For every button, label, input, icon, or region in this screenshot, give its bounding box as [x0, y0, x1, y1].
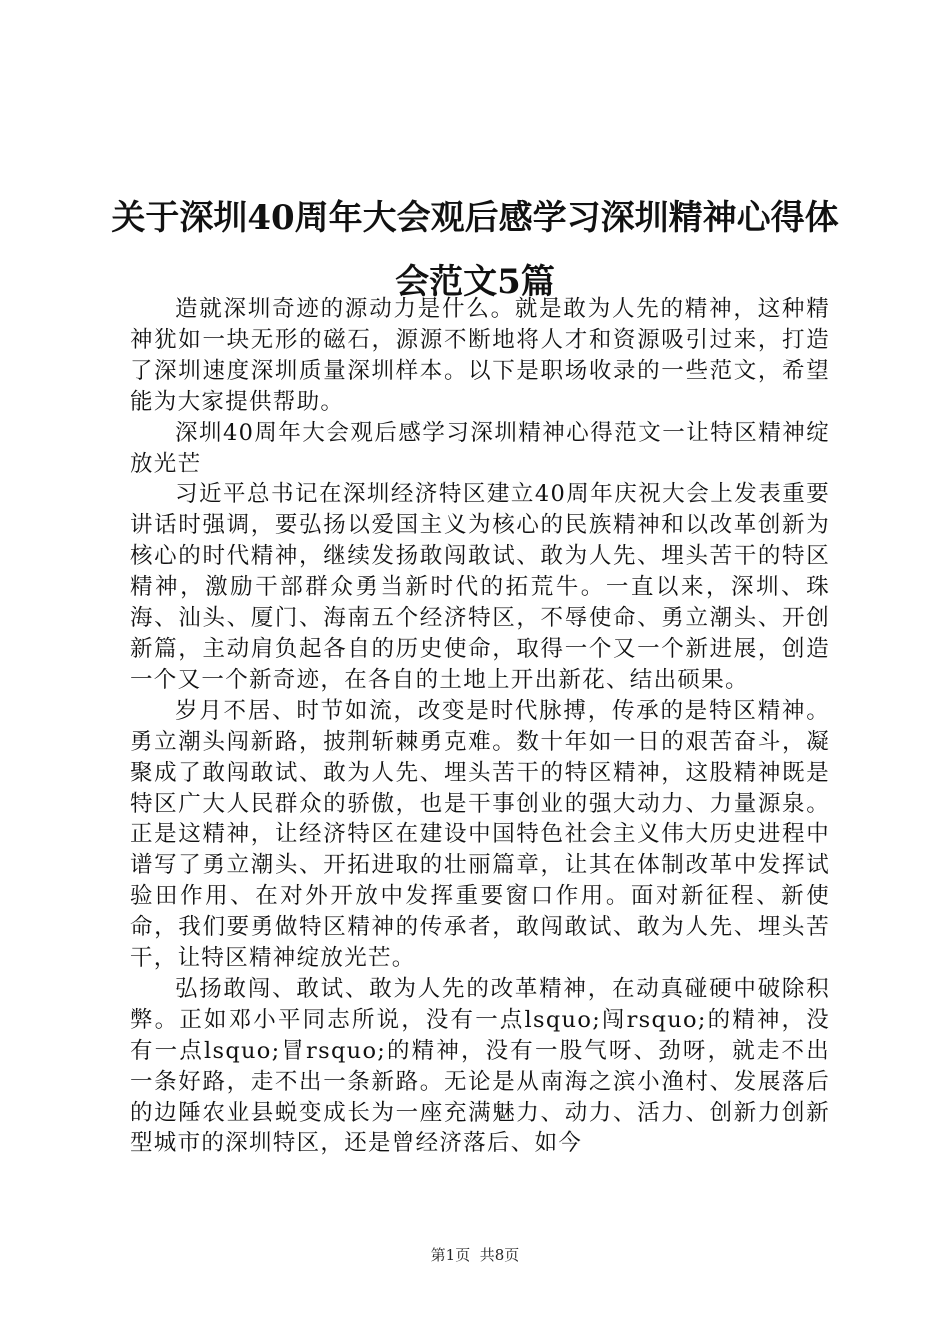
page-total: 共8页: [479, 1246, 520, 1264]
page-footer: [0, 1245, 950, 1265]
document-body: [130, 294, 830, 1159]
paragraph-body-1: 习近平总书记在深圳经济特区建立40周年庆祝大会上发表重要讲话时强调，要弘扬以爱国主义为核心的民族精神和以改革创新为核心的时代精神，继续发扬敢闯敢试、敢为人先、埋头苦干的特区精神，激励干部群众勇当新时代的拓荒牛。一直以来，深圳、珠海、汕头、厦门、海南五个经济特区，不辱使命、勇立潮头、开创新篇，主动肩负起各自的历史使命，取得一个又一个新进展，创造一个又一个新奇迹，在各自的土地上开出新花、结出硕果。: [130, 481, 830, 693]
document-title: 关于深圳40周年大会观后感学习深圳精神心得体会范文5篇: [111, 198, 839, 302]
paragraph-section-heading: 深圳40周年大会观后感学习深圳精神心得范文一让特区精神绽放光芒: [130, 419, 830, 477]
page-number: 第1页: [430, 1246, 471, 1264]
paragraph-intro: 造就深圳奇迹的源动力是什么。就是敢为人先的精神，这种精神犹如一块无形的磁石，源源不断地将人才和资源吸引过来，打造了深圳速度深圳质量深圳样本。以下是职场收录的一些范文，希望能为大家提供帮助。: [130, 296, 830, 415]
paragraph-body-3: 弘扬敢闯、敢试、敢为人先的改革精神，在动真碰硬中破除积弊。正如邓小平同志所说，没有一点lsquo;闯rsquo;的精神，没有一点lsquo;冒rsquo;的精神，没有一股气呀、劲呀，就走不出一条好路，走不出一条新路。无论是从南海之滨小渔村、发展落后的边陲农业县蜕变成长为一座充满魅力、动力、活力、创新力创新型城市的深圳特区，还是曾经济落后、如今: [130, 975, 830, 1157]
paragraph-body-2: 岁月不居、时节如流，改变是时代脉搏，传承的是特区精神。勇立潮头闯新路，披荆斩棘勇克难。数十年如一日的艰苦奋斗，凝聚成了敢闯敢试、敢为人先、埋头苦干的特区精神，这股精神既是特区广大人民群众的骄傲，也是干事创业的强大动力、力量源泉。正是这精神，让经济特区在建设中国特色社会主义伟大历史进程中谱写了勇立潮头、开拓进取的壮丽篇章，让其在体制改革中发挥试验田作用、在对外开放中发挥重要窗口作用。面对新征程、新使命，我们要勇做特区精神的传承者，敢闯敢试、敢为人先、埋头苦干，让特区精神绽放光芒。: [130, 697, 830, 972]
